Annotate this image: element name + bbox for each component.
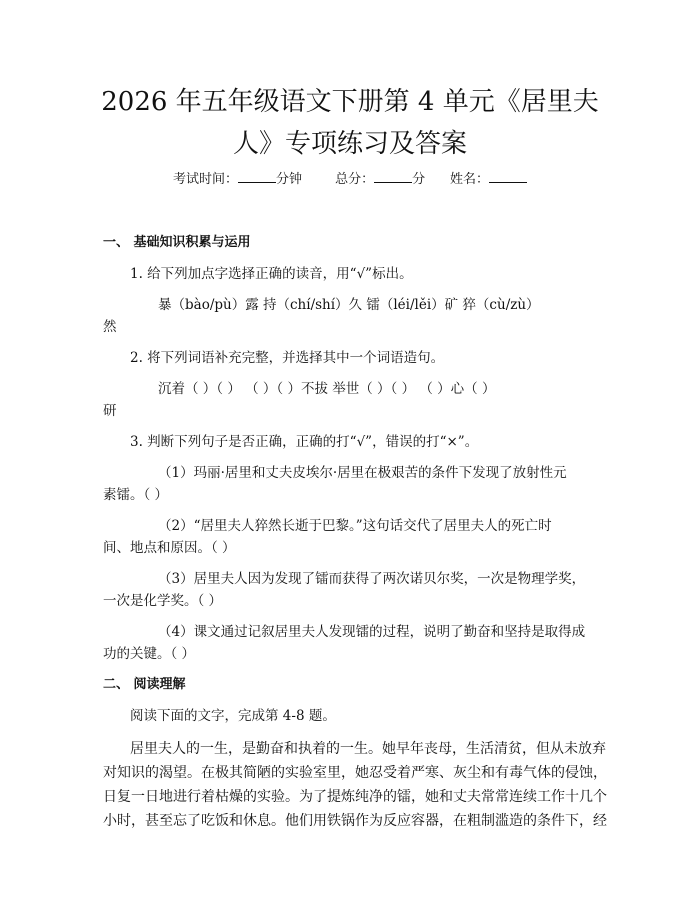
section-2-title: 二、 阅读理解 — [103, 677, 186, 692]
q2-words-wrap: 研 — [103, 403, 117, 419]
exam-time-blank — [238, 170, 276, 183]
exam-score-label: 总分： — [335, 172, 375, 187]
q3-prompt: 3. 判断下列句子是否正确，正确的打“√”，错误的打“×”。 — [130, 434, 479, 450]
exam-info-row — [0, 168, 700, 187]
section-1-title: 一、 基础知识积累与运用 — [103, 235, 251, 250]
q3-item-1: （1）玛丽·居里和丈夫皮埃尔·居里在极艰苦的条件下发现了放射性元 — [158, 465, 567, 481]
passage-line-3: 日复一日地进行着枯燥的实验。为了提炼纯净的镭，她和丈夫常常连续工作十几个 — [103, 789, 607, 805]
exam-name-label: 姓名： — [449, 172, 489, 187]
q3-item-3-wrap: 一次是化学奖。（ ） — [103, 593, 223, 609]
passage-line-4: 小时，甚至忘了吃饭和休息。他们用铁锅作为反应容器，在粗制滥造的条件下，经 — [103, 813, 607, 829]
q3-item-2: （2）“居里夫人猝然长逝于巴黎。”这句话交代了居里夫人的死亡时 — [158, 518, 552, 534]
document-title-line-2: 人》专项练习及答案 — [232, 129, 467, 159]
exam-score-unit: 分 — [412, 172, 426, 187]
exam-score-blank — [374, 170, 412, 183]
exam-time-label: 考试时间： — [173, 172, 239, 187]
q3-item-3: （3）居里夫人因为发现了镭而获得了两次诺贝尔奖，一次是物理学奖， — [158, 571, 586, 587]
reading-intro: 阅读下面的文字，完成第 4-8 题。 — [130, 708, 336, 724]
q2-words-line: 沉着（ ）（ ） （ ）（ ）不拔 举世（ ）（ ） （ ）心（ ） — [158, 381, 496, 397]
q3-item-2-wrap: 间、地点和原因。（ ） — [103, 540, 236, 556]
passage-line-1: 居里夫人的一生，是勤奋和执着的一生。她早年丧母，生活清贫，但从未放弃 — [130, 741, 606, 757]
q1-prompt: 1. 给下列加点字选择正确的读音，用“√”标出。 — [130, 266, 413, 282]
q1-options-line: 暴（bào/pù）露 持（chí/shí）久 镭（léi/lěi）矿 猝（cù/zù） — [158, 297, 540, 313]
exam-name-blank — [489, 170, 527, 183]
q2-prompt: 2. 将下列词语补充完整，并选择其中一个词语造句。 — [130, 350, 445, 366]
q3-item-4-wrap: 功的关键。（ ） — [103, 646, 196, 662]
document-title-line-1: 2026 年五年级语文下册第 4 单元《居里夫 — [101, 87, 599, 117]
passage-line-2: 对知识的渴望。在极其简陋的实验室里，她忍受着严寒、灰尘和有毒气体的侵蚀， — [103, 765, 607, 781]
q3-item-1-wrap: 素镭。（ ） — [103, 487, 169, 503]
q1-options-wrap: 然 — [103, 319, 117, 335]
exam-time-unit: 分钟 — [276, 172, 303, 187]
q3-item-4: （4）课文通过记叙居里夫人发现镭的过程，说明了勤奋和坚持是取得成 — [158, 624, 586, 640]
